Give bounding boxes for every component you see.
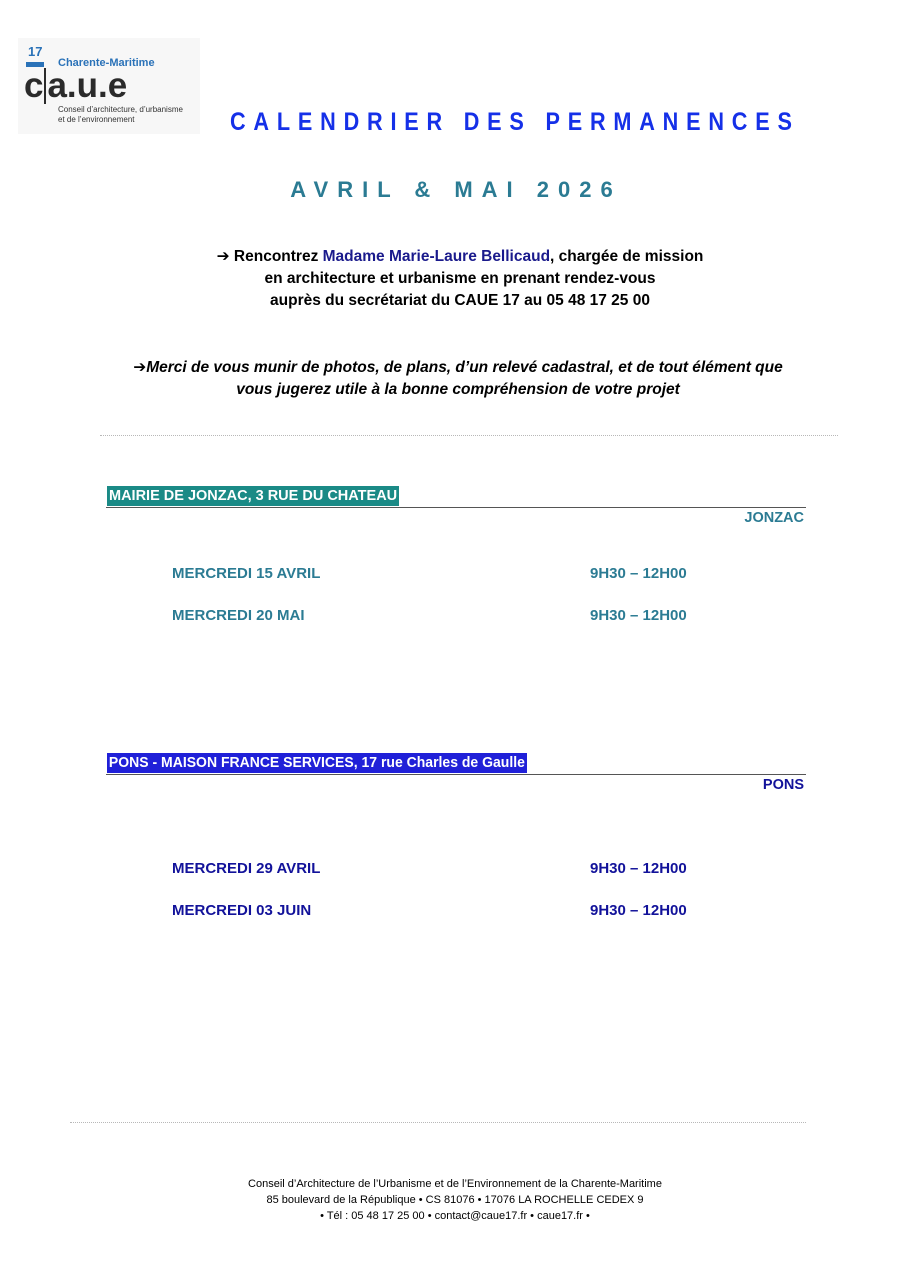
section-rule-jonzac <box>106 507 806 508</box>
intro-line-3: auprès du secrétariat du CAUE 17 au 05 48 17 25 00 <box>270 292 650 309</box>
section-city-pons: PONS <box>762 777 804 793</box>
intro-prefix: Rencontrez <box>229 248 323 265</box>
schedule-date: MERCREDI 15 AVRIL <box>172 565 321 582</box>
section-rule-pons <box>106 774 806 775</box>
logo-tagline-line-1: Conseil d’architecture, d’urbanisme <box>58 105 183 114</box>
logo-mark-left: c <box>24 66 44 105</box>
schedule-date: MERCREDI 03 JUIN <box>172 902 312 919</box>
intro-line-1 <box>0 246 900 268</box>
intro-suffix: , chargée de mission <box>550 248 704 265</box>
intro-paragraph <box>0 246 900 312</box>
note-line-2: vous jugerez utile à la bonne compréhension de votre projet <box>236 381 680 398</box>
schedule-time: 9H30 – 12H00 <box>590 565 687 582</box>
section-heading-pons: PONS - MAISON FRANCE SERVICES, 17 rue Charles de Gaulle <box>108 755 525 771</box>
contact-name: Madame Marie-Laure Bellicaud <box>322 248 551 265</box>
footer-contact: • Tél : 05 48 17 25 00 • contact@caue17.fr • caue17.fr • <box>320 1210 590 1222</box>
footer-org: Conseil d’Architecture de l’Urbanisme et de l’Environnement de la Charente-Maritime <box>248 1178 662 1190</box>
note-text-1: Merci de vous munir de photos, de plans, d’un relevé cadastral, et de tout élément que <box>146 359 783 376</box>
schedule-date: MERCREDI 20 MAI <box>172 607 305 624</box>
page-subtitle: AVRIL & MAI 2026 <box>290 177 622 202</box>
caue-logo <box>18 38 200 134</box>
dotted-divider-top <box>100 435 838 436</box>
logo-tagline-line-2: et de l’environnement <box>58 115 135 124</box>
logo-tagline <box>58 105 196 125</box>
logo-region: Charente-Maritime <box>58 57 155 69</box>
section-heading-jonzac: MAIRIE DE JONZAC, 3 RUE DU CHATEAU <box>109 488 398 504</box>
footer <box>0 1176 900 1224</box>
footer-address: 85 boulevard de la République • CS 81076 • 17076 LA ROCHELLE CEDEX 9 <box>266 1194 644 1206</box>
logo-mark <box>24 68 127 104</box>
schedule-time: 9H30 – 12H00 <box>590 902 687 919</box>
logo-number: 17 <box>28 44 43 59</box>
schedule-date: MERCREDI 29 AVRIL <box>172 860 321 877</box>
arrow-icon: ➔ <box>133 359 147 376</box>
section-city-jonzac: JONZAC <box>744 510 804 526</box>
note-paragraph <box>0 357 900 401</box>
page-title: CALENDRIER DES PERMANENCES <box>230 108 800 136</box>
arrow-icon: ➔ <box>216 248 230 265</box>
note-line-1 <box>0 357 900 379</box>
intro-line-2: en architecture et urbanisme en prenant rendez-vous <box>264 270 656 287</box>
logo-mark-right: a.u.e <box>47 66 128 105</box>
schedule-time: 9H30 – 12H00 <box>590 860 687 877</box>
schedule-time: 9H30 – 12H00 <box>590 607 687 624</box>
dotted-divider-bottom <box>70 1122 806 1123</box>
